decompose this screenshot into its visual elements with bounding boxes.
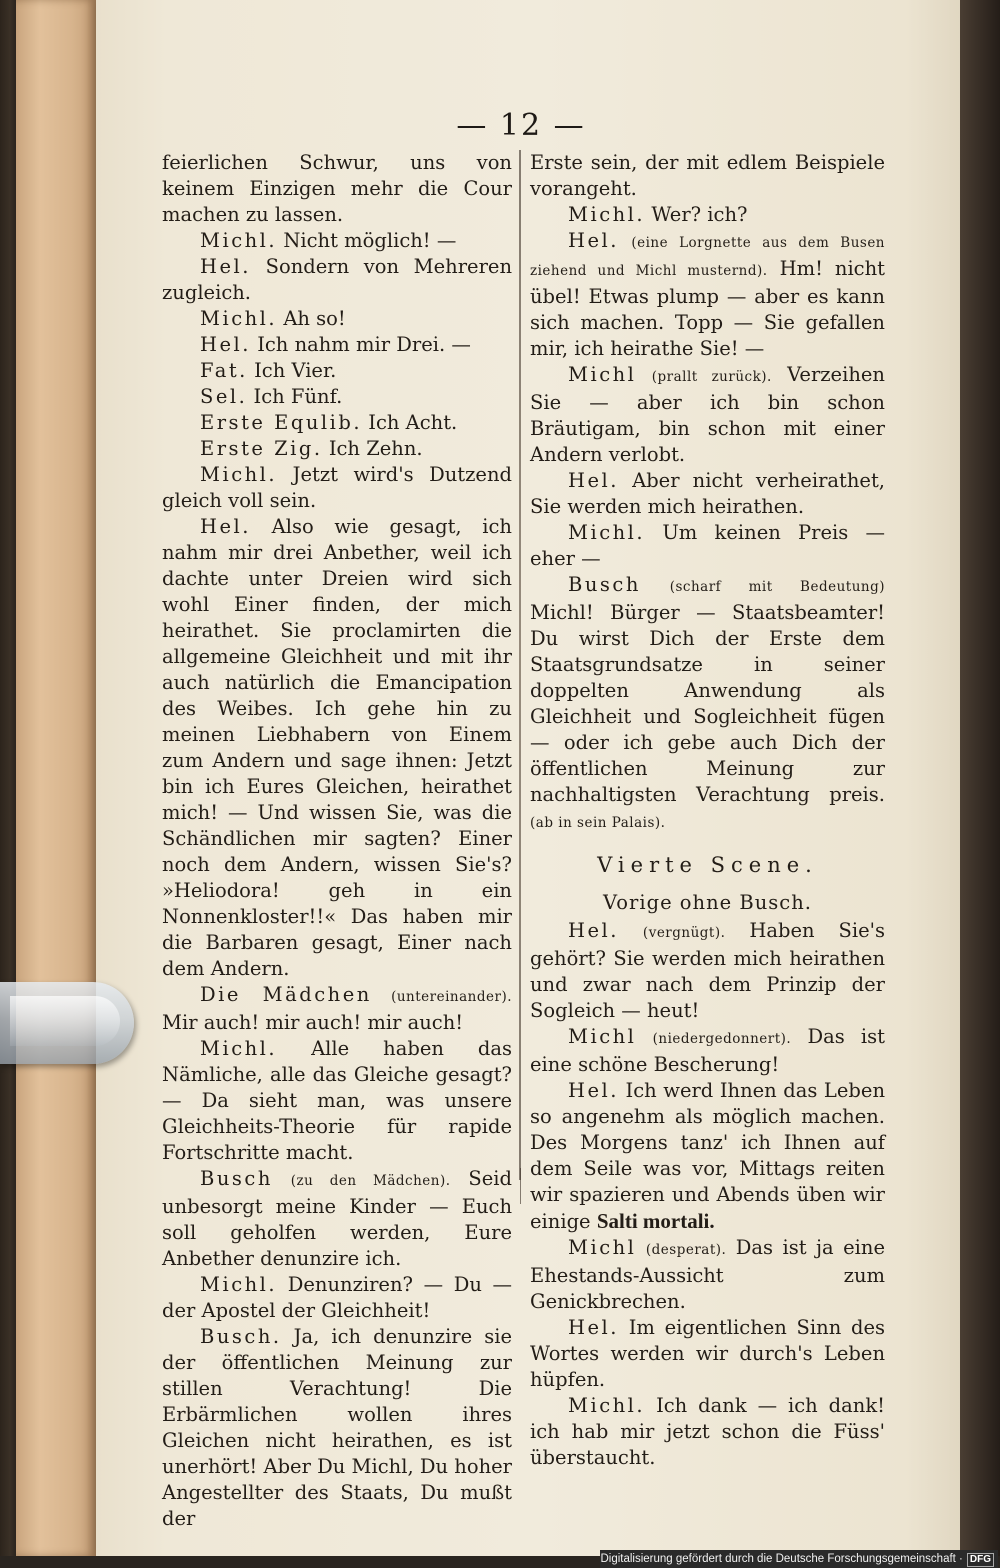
speaker-name: Hel. <box>568 1079 619 1102</box>
digitization-credit <box>600 1550 998 1568</box>
stage-direction: (eine Lorgnette aus dem Busen ziehend und Michl musternd). <box>530 235 885 279</box>
speech-text: Mir auch! mir auch! mir auch! <box>162 1011 464 1034</box>
speaker-name: Busch <box>200 1167 273 1190</box>
speech-text: Ah so! <box>283 307 346 330</box>
speaker-name: Die Mädchen <box>200 983 372 1006</box>
speaker-name: Michl. <box>568 203 646 226</box>
speech-paragraph <box>530 228 885 362</box>
speech-paragraph <box>530 1235 885 1315</box>
stage-direction: (niedergedonnert). <box>652 1031 792 1047</box>
speaker-name: Erste Equlib. <box>200 411 363 434</box>
page-clip <box>0 982 134 1064</box>
speech-text: feierlichen Schwur, uns von keinem Einzigen mehr die Cour machen zu lassen. <box>162 151 512 226</box>
credit-text: Digitalisierung gefördert durch die Deutsche Forschungsgemeinschaft · <box>600 1553 963 1565</box>
speaker-name: Hel. <box>568 229 619 252</box>
speech-paragraph <box>162 254 512 306</box>
speech-text: Ich dank — ich dank! ich hab mir jetzt schon die Füss' überstaucht. <box>530 1394 885 1469</box>
speech-paragraph <box>162 1324 512 1532</box>
speaker-name: Michl. <box>200 229 278 252</box>
speaker-name: Busch. <box>200 1325 282 1348</box>
speaker-name: Michl <box>568 1025 637 1048</box>
page-clip-highlight <box>10 996 120 1046</box>
speech-text: Sondern von Mehreren zugleich. <box>162 255 513 304</box>
speech-paragraph <box>162 1272 512 1324</box>
speech-paragraph <box>530 468 885 520</box>
speech-paragraph <box>162 228 512 254</box>
scene-heading: Vierte Scene. <box>597 853 818 877</box>
speaker-name: Hel. <box>568 1316 619 1339</box>
column-divider <box>519 150 521 1180</box>
speech-paragraph <box>530 202 885 228</box>
speaker-name: Michl. <box>200 1037 278 1060</box>
stage-direction: (ab in sein Palais). <box>530 815 666 831</box>
speech-text: Ich Fünf. <box>253 385 343 408</box>
speech-text: Jetzt wird's Dutzend gleich voll sein. <box>162 463 512 512</box>
stage-direction: (desperat). <box>645 1242 727 1258</box>
speech-text: Ich Acht. <box>368 411 458 434</box>
speaker-name: Hel. <box>568 469 619 492</box>
latin-phrase: Salti mortali. <box>596 1209 715 1233</box>
speaker-name: Michl. <box>568 521 646 544</box>
speech-paragraph <box>530 1024 885 1078</box>
dfg-logo: DFG <box>967 1553 994 1567</box>
speaker-name: Hel. <box>200 255 251 278</box>
speech-paragraph <box>530 918 885 1024</box>
speaker-name: Erste Zig. <box>200 437 323 460</box>
speaker-name: Fat. <box>200 359 248 382</box>
speech-text: Nicht möglich! — <box>283 229 457 252</box>
speaker-name: Michl. <box>200 1273 278 1296</box>
speaker-name: Sel. <box>200 385 248 408</box>
stage-direction: (vergnügt). <box>642 925 726 941</box>
left-column <box>162 150 512 1532</box>
speech-paragraph <box>162 358 512 384</box>
page-gutter-shadow <box>960 0 1000 1568</box>
page-number: — 12 — <box>456 108 586 143</box>
speech-text: Aber nicht verheirathet, Sie werden mich heirathen. <box>530 469 885 518</box>
speech-paragraph <box>530 520 885 572</box>
speech-paragraph <box>162 332 512 358</box>
speech-paragraph <box>162 306 512 332</box>
speech-text: Verzeihen Sie — aber ich bin schon Bräutigam, bin schon mit einer Andern verlobt. <box>530 363 885 466</box>
speaker-name: Michl. <box>200 463 278 486</box>
speech-paragraph <box>530 1078 885 1235</box>
speech-text: Also wie gesagt, ich nahm mir drei Anbether, weil ich dachte unter Dreien wird sich wohl Einer finden, der mich heirathet. Sie proclamirten die allgemeine Gleichheit und mit ihr auch natürlich die Emancipation des Weibes. Ich gehe hin zu meinen Liebhabern von Einem zum Andern und sage ihnen: Jetzt bin ich Eures Gleichen, heirathet mich! — Und wissen Sie, was die Schändlichen mir sagten? Einer noch dem Andern, wissen Sie's? »Heliodora! geh in ein Nonnenkloster!!« Das haben mir die Barbaren gesagt, Einer nach dem Andern. <box>162 515 512 980</box>
speaker-name: Busch <box>568 573 641 596</box>
speech-text: Das ist eine schöne Bescherung! <box>530 1025 885 1076</box>
speaker-name: Michl <box>568 363 637 386</box>
speaker-name: Hel. <box>568 919 619 942</box>
speaker-name: Hel. <box>200 333 251 356</box>
speech-text: Alle haben das Nämliche, alle das Gleiche gesagt? — Da sieht man, was unsere Gleichheits-Theorie für rapide Fortschritte macht. <box>162 1037 512 1164</box>
speech-text: Hm! nicht übel! Etwas plump — aber es kann sich machen. Topp — Sie gefallen mir, ich heirathe Sie! — <box>530 257 885 360</box>
stage-direction: (untereinander). <box>391 989 513 1005</box>
speech-text: Ich werd Ihnen das Leben so angenehm als möglich machen. Des Morgens tanz' ich Ihnen auf dem Seile was vor, Mittags reiten wir spazieren und Abends üben wir einige <box>530 1079 885 1233</box>
speech-text: Michl! Bürger — Staatsbeamter! Du wirst Dich der Erste dem Staatsgrundsatze in seiner doppelten Anwendung als Gleichheit und Sogleichheit fügen — oder ich gebe auch Dich der öffentlichen Meinung zur nachhaltigsten Verachtung preis. <box>530 601 885 806</box>
speech-paragraph <box>162 462 512 514</box>
speaker-name: Michl. <box>568 1394 646 1417</box>
speech-text: Haben Sie's gehört? Sie werden mich heirathen und zwar nach dem Prinzip der Sogleich — heut! <box>530 919 886 1022</box>
book-cover-edge <box>16 0 96 1556</box>
speech-text: Seid unbesorgt meine Kinder — Euch soll geholfen werden, Eure Anbether denunzire ich. <box>162 1167 512 1270</box>
speech-paragraph <box>162 1166 512 1272</box>
speech-paragraph <box>530 572 885 836</box>
speech-paragraph <box>162 384 512 410</box>
stage-direction: (prallt zurück). <box>651 369 772 385</box>
stage-direction: (zu den Mädchen). <box>290 1173 451 1189</box>
speaker-name: Hel. <box>200 515 251 538</box>
scene-subheading: Vorige ohne Busch. <box>603 891 812 914</box>
speech-text: Um keinen Preis — eher — <box>530 521 886 570</box>
speaker-name: Michl <box>568 1236 637 1259</box>
speaker-name: Michl. <box>200 307 278 330</box>
speech-text: Ich Zehn. <box>328 437 423 460</box>
speech-paragraph <box>162 982 512 1036</box>
speech-text: Das ist ja eine Ehestands-Aussicht zum Genickbrechen. <box>530 1236 886 1313</box>
speech-paragraph <box>162 1036 512 1166</box>
speech-paragraph <box>162 410 512 436</box>
stage-direction: (scharf mit Bedeutung) <box>669 579 885 595</box>
speech-paragraph <box>162 436 512 462</box>
column-divider-lower <box>520 1168 521 1204</box>
speech-text: Wer? ich? <box>651 203 748 226</box>
speech-text: Ich nahm mir Drei. — <box>257 333 471 356</box>
speech-text: Ja, ich denunzire sie der öffentlichen Meinung zur stillen Verachtung! Die Erbärmlichen wollen ihres Gleichen nicht heirathen, es ist unerhört! Aber Du Michl, Du hoher Angestellter des Staats, Du mußt der <box>162 1325 513 1530</box>
right-column <box>530 150 885 1471</box>
speech-text: Im eigentlichen Sinn des Wortes werden wir durch's Leben hüpfen. <box>530 1316 886 1391</box>
speech-text: Erste sein, der mit edlem Beispiele vorangeht. <box>530 151 885 200</box>
continued-text <box>162 150 512 228</box>
speech-paragraph <box>162 514 512 982</box>
continued-text <box>530 150 885 202</box>
speech-paragraph <box>530 1315 885 1393</box>
speech-text: Denunziren? — Du — der Apostel der Gleichheit! <box>162 1273 512 1322</box>
speech-paragraph <box>530 362 885 468</box>
speech-text: Ich Vier. <box>254 359 337 382</box>
speech-paragraph <box>530 1393 885 1471</box>
